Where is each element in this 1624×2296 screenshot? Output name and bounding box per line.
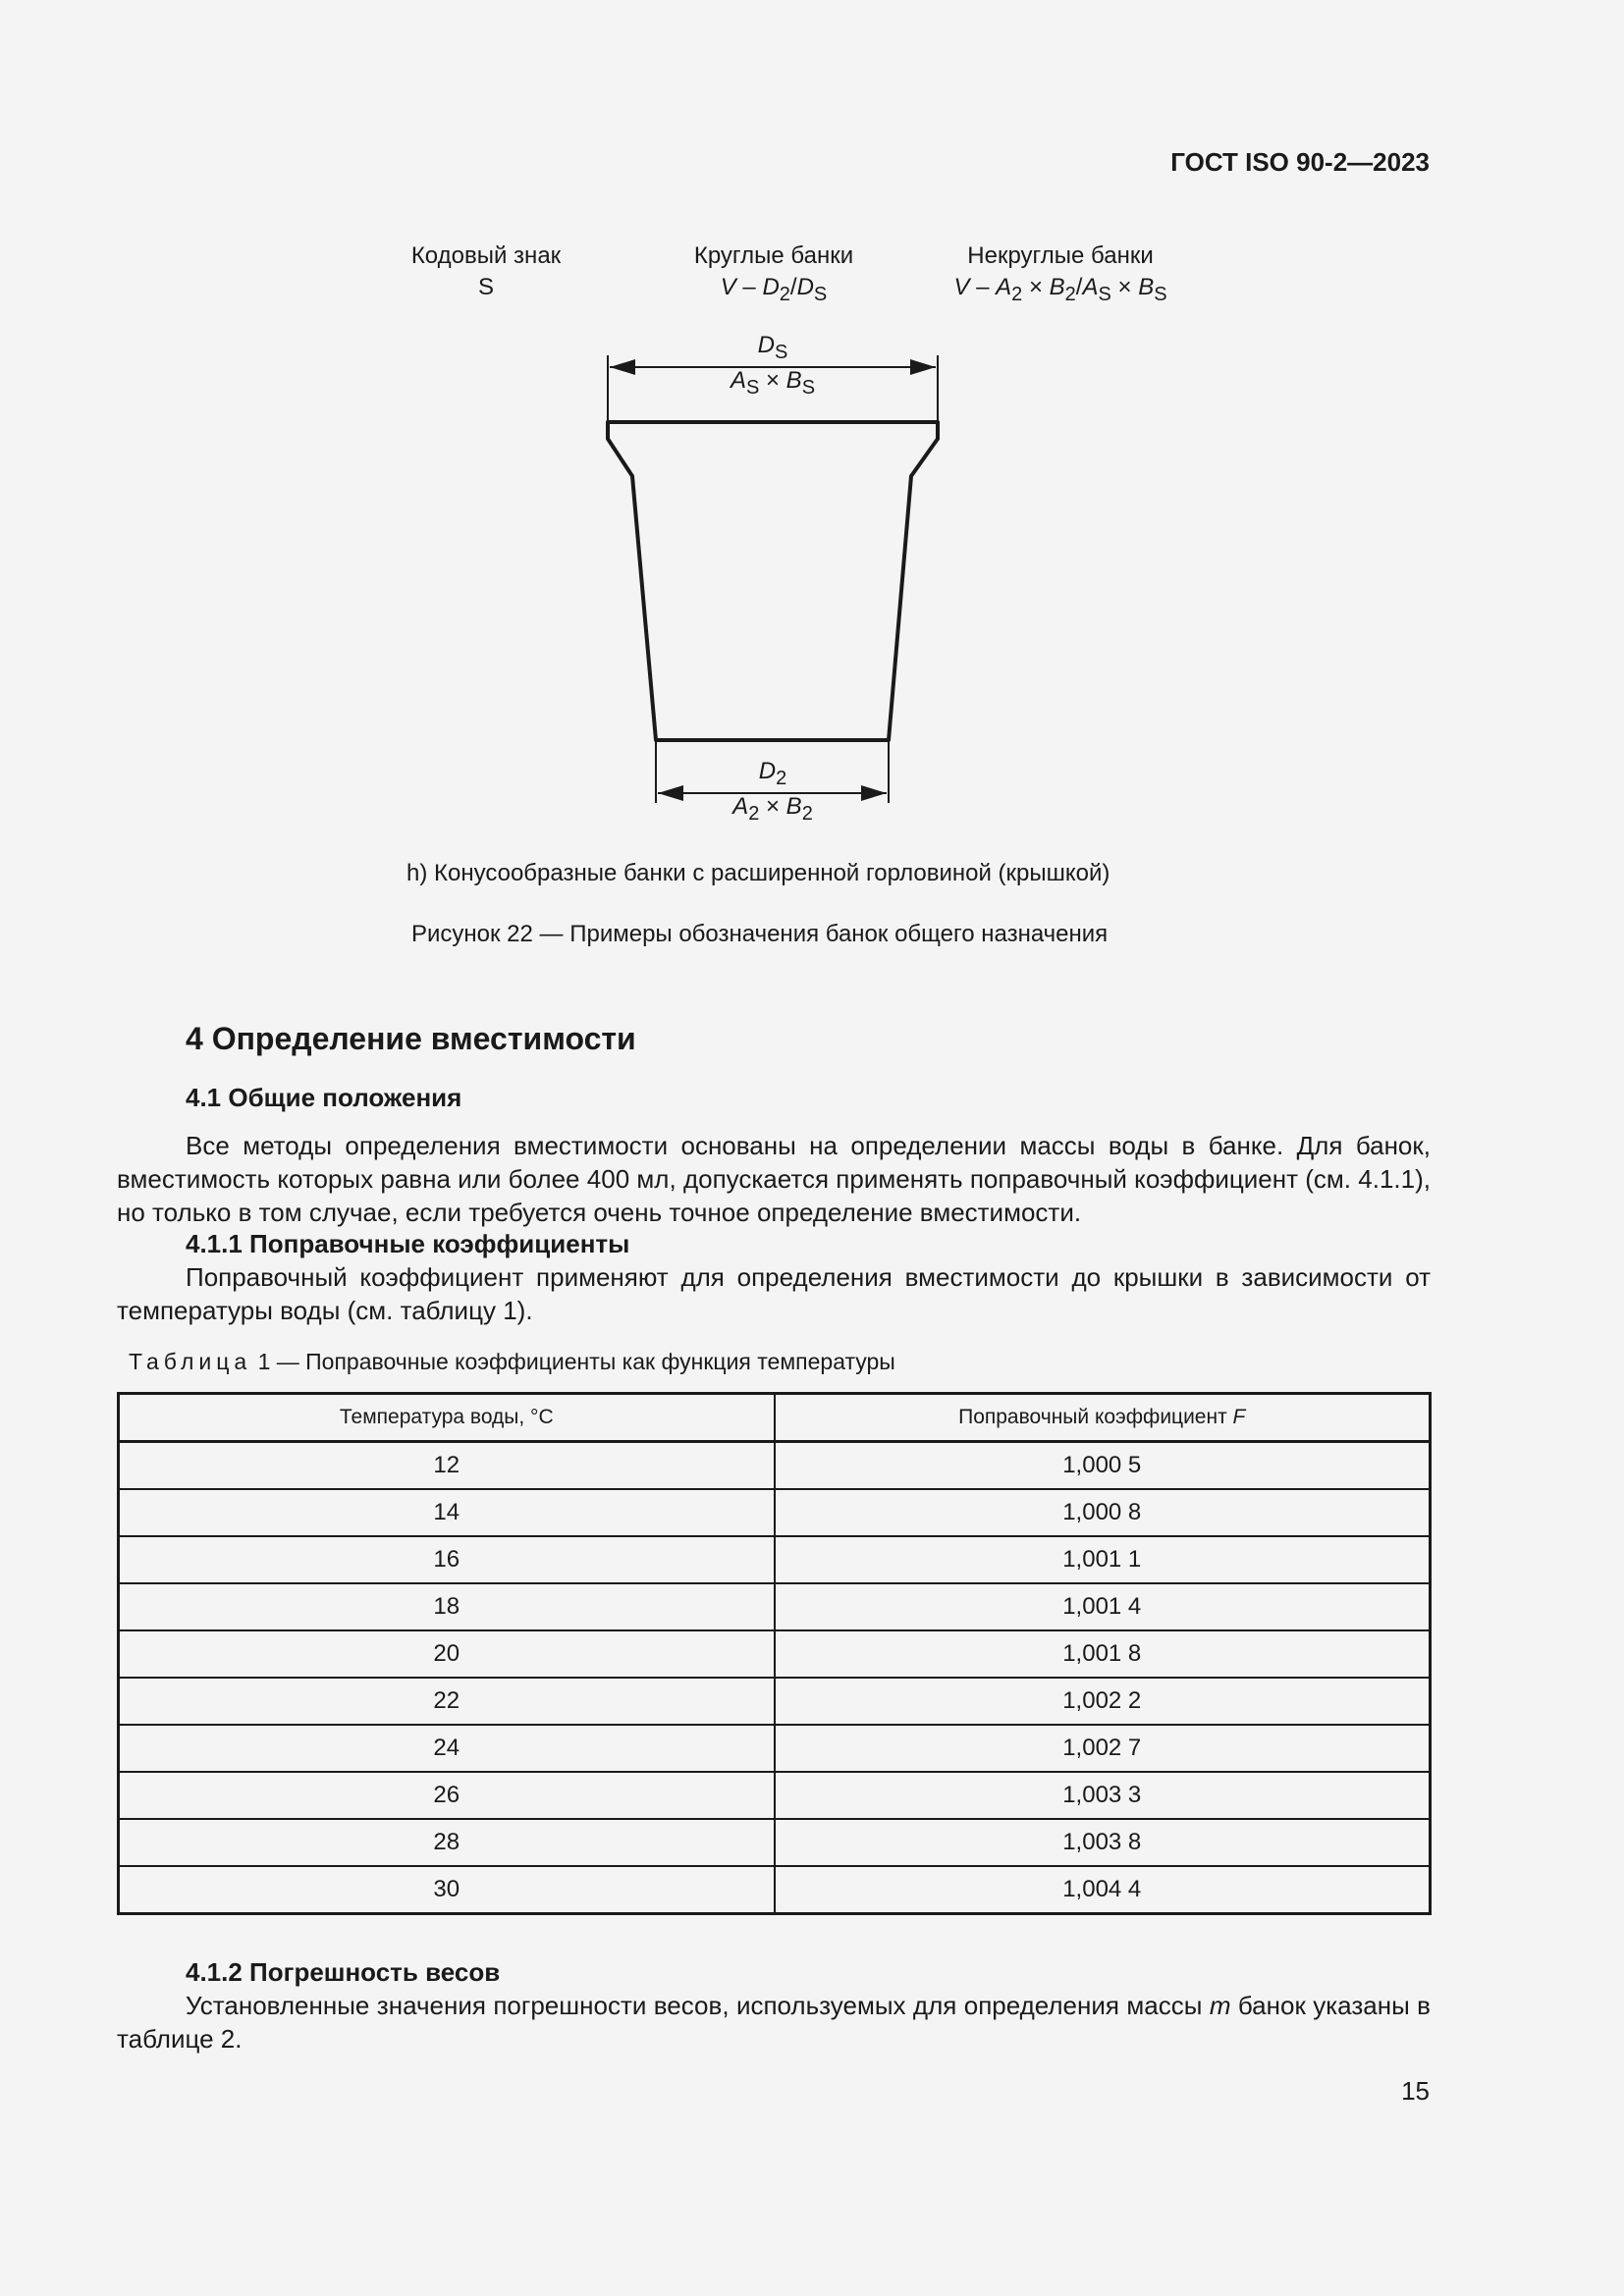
nonround-cans-formula: $V - A_2 \times B_2/A_S \times B_S$ bbox=[953, 274, 1167, 305]
table-row bbox=[119, 1489, 1431, 1536]
table-row bbox=[119, 1725, 1431, 1772]
table-row bbox=[119, 1819, 1431, 1866]
table-row bbox=[119, 1536, 1431, 1583]
temperature-cell: 16 bbox=[119, 1536, 775, 1583]
nonround-cans-title: Некруглые банки bbox=[967, 242, 1154, 269]
temperature-cell: 28 bbox=[119, 1819, 775, 1866]
temperature-cell: 18 bbox=[119, 1583, 775, 1630]
correction-factors-table bbox=[117, 1392, 1432, 1915]
factor-cell: 1,001 8 bbox=[775, 1630, 1431, 1678]
code-sign-value: S bbox=[477, 274, 494, 300]
round-cans-title: Круглые банки bbox=[693, 242, 854, 269]
section-4-1-1-title: 4.1.1 Поправочные коэффициенты bbox=[186, 1229, 630, 1258]
table-header-temperature: Температура воды, °C bbox=[119, 1394, 775, 1442]
bottom-dimension-label: $D_2$ bbox=[758, 758, 787, 789]
conical-can-drawing bbox=[0, 0, 1624, 883]
temperature-cell: 14 bbox=[119, 1489, 775, 1536]
temperature-cell: 26 bbox=[119, 1772, 775, 1819]
table-body bbox=[119, 1442, 1431, 1914]
page-number: 15 bbox=[1401, 2076, 1430, 2106]
section-4-1-paragraph bbox=[117, 1129, 1431, 1229]
figure-subcaption: h) Конусообразные банки с расширенной горловиной (крышкой) bbox=[406, 860, 1110, 886]
temperature-cell: 22 bbox=[119, 1678, 775, 1725]
factor-cell: 1,002 7 bbox=[775, 1725, 1431, 1772]
table-row bbox=[119, 1442, 1431, 1490]
factor-cell: 1,000 5 bbox=[775, 1442, 1431, 1490]
factor-cell: 1,002 2 bbox=[775, 1678, 1431, 1725]
table-row bbox=[119, 1772, 1431, 1819]
factor-cell: 1,001 1 bbox=[775, 1536, 1431, 1583]
table-caption-prefix: Таблица bbox=[129, 1349, 252, 1374]
temperature-cell: 30 bbox=[119, 1866, 775, 1914]
table-row bbox=[119, 1866, 1431, 1914]
section-4-1-2-paragraph: Установленные значения погрешности весов, используемых для определения массы m банок указаны в таблице 2. bbox=[117, 1991, 1431, 2054]
factor-cell: 1,003 8 bbox=[775, 1819, 1431, 1866]
section-4-1-2-title: 4.1.2 Погрешность весов bbox=[186, 1957, 501, 1987]
table-row bbox=[119, 1678, 1431, 1725]
factor-cell: 1,001 4 bbox=[775, 1583, 1431, 1630]
temperature-cell: 12 bbox=[119, 1442, 775, 1490]
document-code: ГОСТ ISO 90-2—2023 bbox=[1170, 147, 1430, 177]
table-caption-text: 1 — Поправочные коэффициенты как функция температуры bbox=[257, 1349, 895, 1374]
can-outline bbox=[608, 422, 938, 740]
top-dimension-label: $D_S$ bbox=[757, 332, 788, 363]
bottom-dimension-label-2: $A_2 \times B_2$ bbox=[732, 793, 813, 825]
factor-cell: 1,000 8 bbox=[775, 1489, 1431, 1536]
figure-caption: Рисунок 22 — Примеры обозначения банок общего назначения bbox=[411, 921, 1109, 947]
temperature-cell: 24 bbox=[119, 1725, 775, 1772]
temperature-cell: 20 bbox=[119, 1630, 775, 1678]
section-4-1-title: 4.1 Общие положения bbox=[186, 1083, 462, 1112]
top-dimension-label-2: $A_S \times B_S$ bbox=[730, 367, 816, 399]
factor-cell: 1,004 4 bbox=[775, 1866, 1431, 1914]
factor-cell: 1,003 3 bbox=[775, 1772, 1431, 1819]
section-4-1-1-paragraph bbox=[117, 1260, 1431, 1327]
table-row bbox=[119, 1630, 1431, 1678]
section-4-1-1-text: Поправочный коэффициент применяют для определения вместимости до крышки в зависимости от температуры воды (см. таблицу 1). bbox=[117, 1262, 1431, 1325]
section-4-1-text: Все методы определения вместимости основаны на определении массы воды в банке. Для банок, вместимость которых равна или более 400 мл, допускается применять поправочный коэффициент (см. 4.1.1), но только в том случае, если требуется очень точное определение вместимости. bbox=[117, 1131, 1431, 1227]
table-caption bbox=[129, 1349, 895, 1375]
section-4-title: 4 Определение вместимости bbox=[186, 1021, 636, 1056]
round-cans-formula: V – $D_2/D_S$ bbox=[720, 274, 828, 305]
code-sign-title: Кодовый знак bbox=[410, 242, 562, 269]
table-header-factor: Поправочный коэффициент F bbox=[775, 1394, 1431, 1442]
table-header-row bbox=[119, 1394, 1431, 1442]
table-row bbox=[119, 1583, 1431, 1630]
